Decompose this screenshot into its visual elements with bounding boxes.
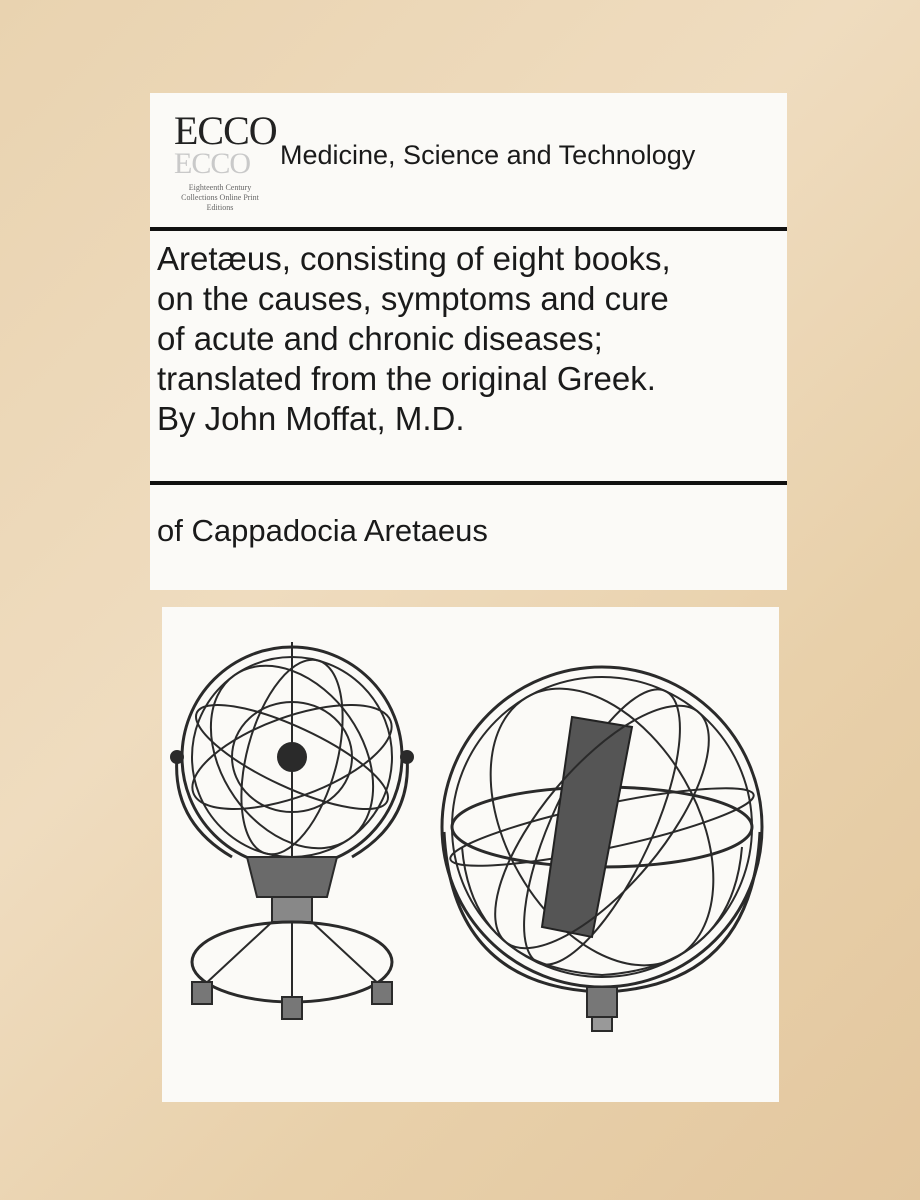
book-title bbox=[157, 239, 782, 439]
divider-top bbox=[150, 227, 787, 231]
armillary-sphere-right bbox=[442, 650, 762, 1031]
ecco-logo bbox=[164, 103, 277, 221]
series-title: Medicine, Science and Technology bbox=[280, 140, 696, 170]
divider-bottom bbox=[150, 481, 787, 485]
armillary-sphere-left bbox=[171, 635, 413, 1019]
title-line: on the causes, symptoms and cure bbox=[157, 280, 669, 317]
title-line: of acute and chronic diseases; bbox=[157, 320, 603, 357]
title-panel bbox=[150, 93, 787, 590]
title-line: By John Moffat, M.D. bbox=[157, 400, 465, 437]
logo-caption: Eighteenth Century Collections Online Print Editions bbox=[181, 183, 259, 212]
title-line: Aretæus, consisting of eight books, bbox=[157, 240, 671, 277]
logo-wordmark-reflection: ECCO bbox=[174, 147, 251, 180]
title-line: translated from the original Greek. bbox=[157, 360, 656, 397]
logo-wordmark: ECCO bbox=[174, 108, 277, 153]
author-name: of Cappadocia Aretaeus bbox=[157, 513, 488, 548]
illustration-panel bbox=[162, 607, 779, 1102]
